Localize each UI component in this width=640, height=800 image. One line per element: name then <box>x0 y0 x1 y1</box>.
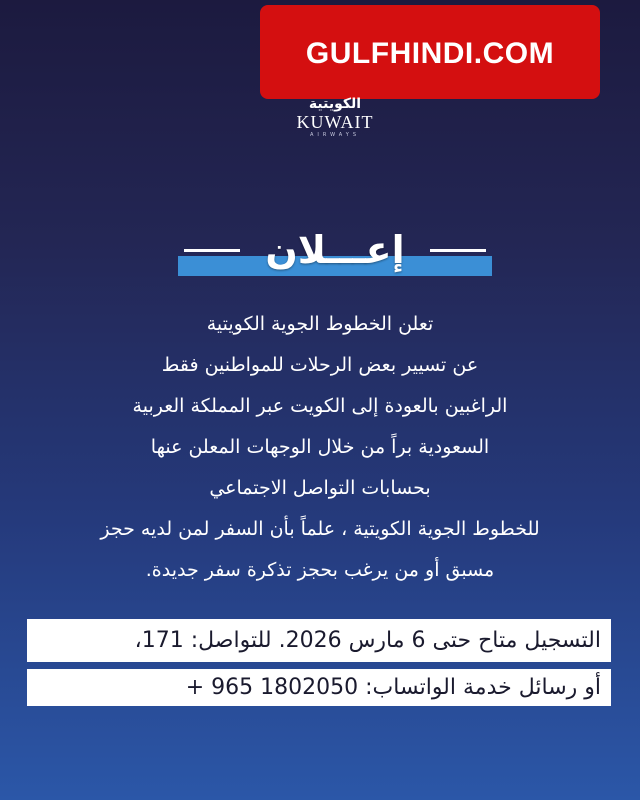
watermark-text: GULFHINDI.COM <box>305 37 555 70</box>
body-line: عن تسيير بعض الرحلات للمواطنين فقط <box>161 354 479 376</box>
announcement-heading <box>178 226 492 276</box>
registration-info-text: التسجيل متاح حتى 6 مارس 2026. للتواصل: 171، <box>134 628 601 653</box>
body-line: الراغبين بالعودة إلى الكويت عبر المملكة العربية <box>132 395 508 417</box>
body-line: تعلن الخطوط الجوية الكويتية <box>206 313 434 335</box>
body-line: السعودية براً من خلال الوجهات المعلن عنها <box>150 436 490 458</box>
kuwait-airways-logo <box>290 96 380 146</box>
announcement-title: إعـــلان <box>265 228 405 272</box>
registration-info-box <box>27 619 611 662</box>
body-line: بحسابات التواصل الاجتماعي <box>209 477 431 499</box>
logo-arabic-text: الكويتية <box>308 96 362 112</box>
logo-subtext: AIRWAYS <box>309 132 361 138</box>
body-line: مسبق أو من يرغب بحجز تذكرة سفر جديدة. <box>145 559 495 581</box>
watermark-banner <box>260 5 600 99</box>
whatsapp-info-box <box>27 669 611 706</box>
logo-english-text: KUWAIT <box>296 112 374 132</box>
body-line: للخطوط الجوية الكويتية ، علماً بأن السفر لمن لديه حجز <box>100 518 540 540</box>
whatsapp-info-text: أو رسائل خدمة الواتساب: 1802050 965 + <box>185 675 601 700</box>
announcement-body <box>20 304 620 591</box>
